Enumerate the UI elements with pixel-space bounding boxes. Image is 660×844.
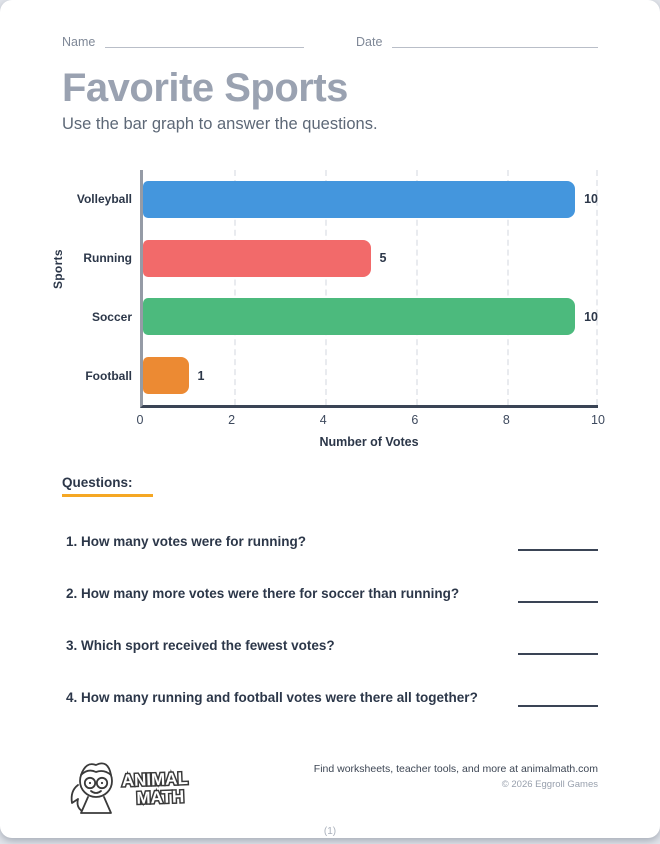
- category-label: Running: [83, 251, 132, 266]
- answer-blank-line-4[interactable]: [518, 693, 598, 707]
- name-date-row: [62, 34, 598, 48]
- bar-running: [143, 240, 371, 277]
- bar-row-soccer: [91, 288, 598, 347]
- date-label: Date: [356, 34, 383, 49]
- category-label: Football: [85, 368, 132, 383]
- question-row-4: [62, 690, 598, 705]
- date-field-group: [356, 34, 598, 48]
- bar-value: 5: [379, 251, 387, 266]
- question-row-2: [62, 586, 598, 601]
- bar-value: 10: [584, 192, 598, 207]
- bar-row-volleyball: [76, 170, 598, 229]
- bar-soccer: [143, 298, 575, 335]
- footer-info: Find worksheets, teacher tools, and more at animalmath.com: [313, 763, 598, 775]
- bar-football: [143, 357, 189, 394]
- footer: [62, 755, 598, 822]
- x-axis-label: Number of Votes: [319, 435, 419, 449]
- footer-copyright: © 2026 Eggroll Games: [501, 779, 598, 790]
- logo-text-line2: MATH: [136, 787, 185, 808]
- page-subtitle: Use the bar graph to answer the questions.: [62, 115, 378, 133]
- x-tick: 2: [228, 413, 236, 427]
- footer-text: [202, 755, 598, 790]
- page-number: (1): [323, 826, 337, 837]
- question-text: 4. How many running and football votes were there all together?: [66, 690, 478, 705]
- name-label: Name: [62, 34, 96, 49]
- animal-math-mascot-icon: [62, 755, 202, 817]
- bar-row-football: [85, 346, 598, 405]
- x-tick: 8: [502, 413, 510, 427]
- x-tick: 0: [136, 413, 144, 427]
- bar-row-running: [83, 229, 598, 288]
- date-blank-line[interactable]: [392, 34, 598, 48]
- question-text: 3. Which sport received the fewest votes?: [66, 638, 335, 653]
- answer-blank-line-3[interactable]: [518, 641, 598, 655]
- x-tick: 4: [319, 413, 327, 427]
- name-blank-line[interactable]: [105, 34, 304, 48]
- question-row-3: [62, 638, 598, 653]
- answer-blank-line-1[interactable]: [518, 537, 598, 551]
- bar-value: 1: [197, 368, 205, 383]
- name-field-group: [62, 34, 304, 48]
- x-tick: 6: [411, 413, 419, 427]
- page-title: Favorite Sports: [62, 66, 348, 110]
- question-row-1: [62, 534, 598, 549]
- x-axis-ticks: [136, 408, 605, 428]
- x-tick: 10: [591, 413, 605, 427]
- animal-math-logo: [62, 755, 202, 822]
- question-text: 2. How many more votes were there for soccer than running?: [66, 586, 460, 601]
- bar-volleyball: [143, 181, 575, 218]
- y-axis-label: Sports: [51, 249, 65, 289]
- answer-blank-line-2[interactable]: [518, 589, 598, 603]
- category-label: Volleyball: [76, 192, 132, 207]
- logo-text-line1: ANIMAL: [121, 768, 189, 791]
- category-label: Soccer: [91, 309, 132, 324]
- question-text: 1. How many votes were for running?: [66, 534, 307, 549]
- bar-chart: [51, 170, 605, 449]
- bar-value: 10: [584, 309, 598, 324]
- questions-heading: Questions:: [62, 475, 153, 497]
- chart-plot-area: [76, 170, 598, 408]
